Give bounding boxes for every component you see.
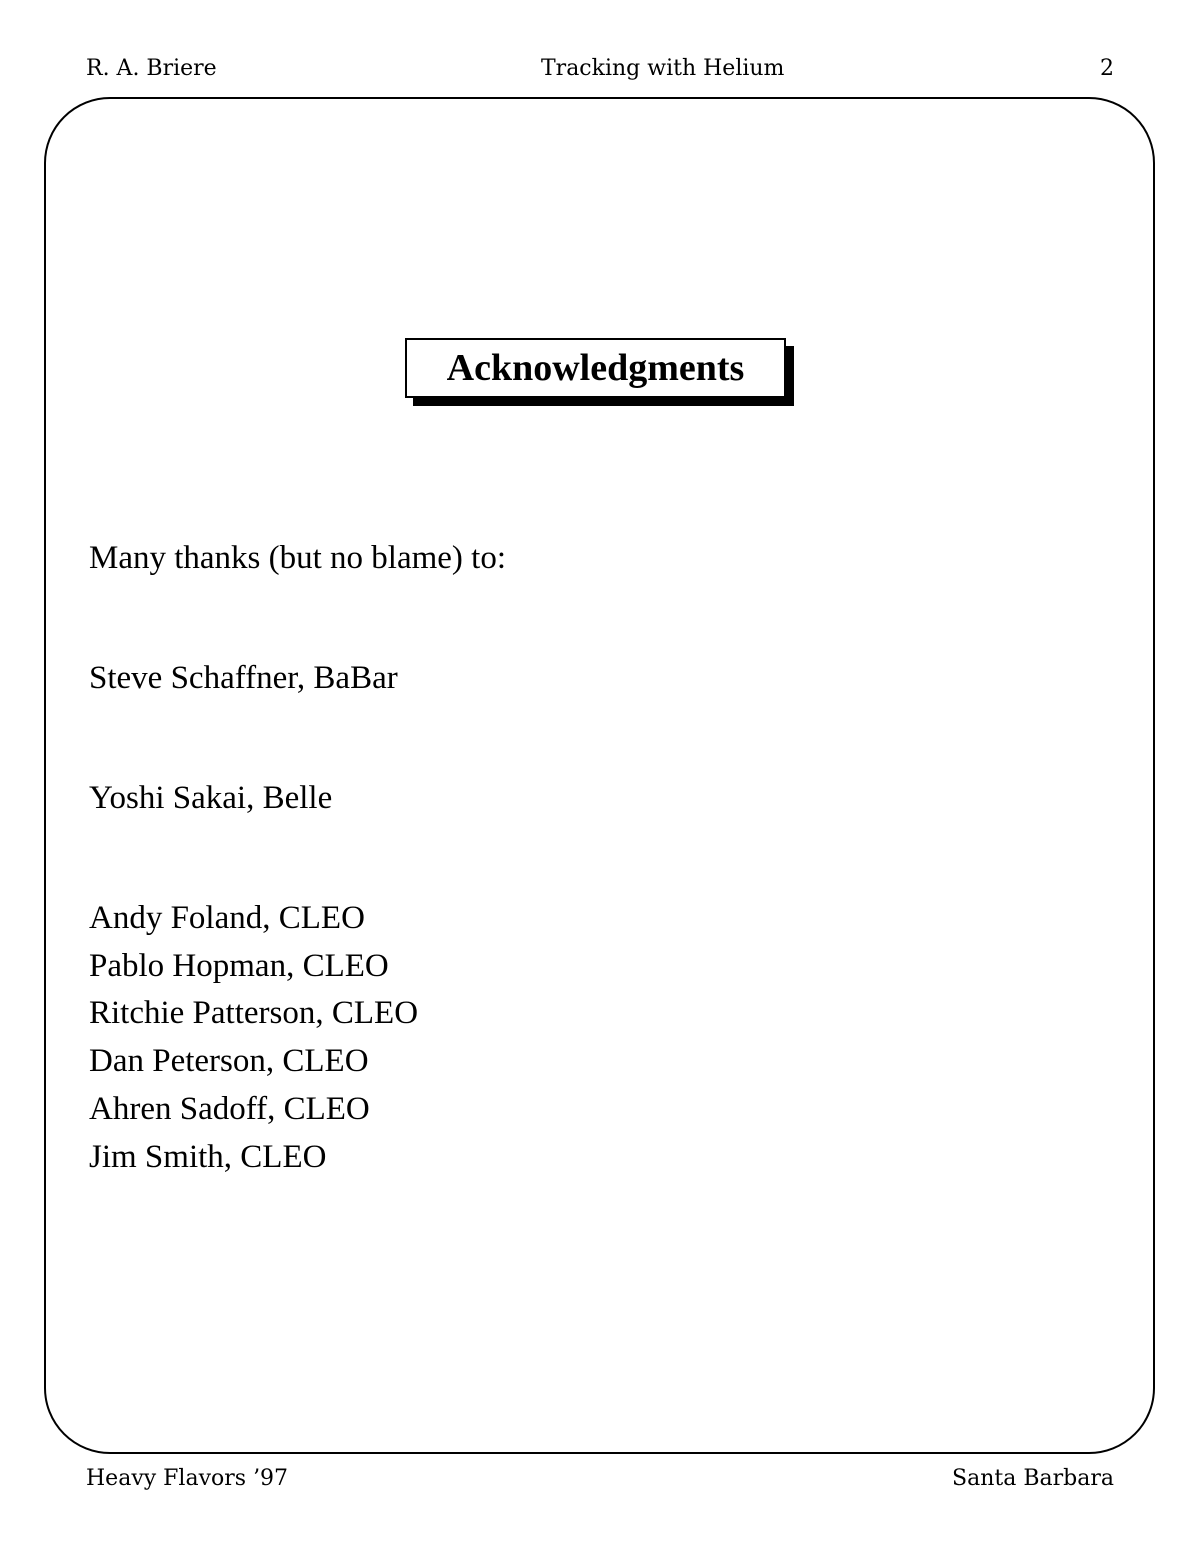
slide-heading: Acknowledgments (446, 347, 745, 389)
slide-frame (44, 97, 1155, 1454)
name-item: Dan Peterson, CLEO (89, 1043, 369, 1079)
page-number: 2 (1100, 56, 1114, 81)
slide-heading-box (405, 338, 786, 398)
name-item: Andy Foland, CLEO (89, 900, 365, 936)
name-item: Pablo Hopman, CLEO (89, 948, 389, 984)
name-item: Ahren Sadoff, CLEO (89, 1091, 370, 1127)
header-author: R. A. Briere (86, 56, 217, 81)
footer-location: Santa Barbara (952, 1466, 1114, 1491)
footer-conference: Heavy Flavors ’97 (86, 1466, 289, 1491)
name-item: Steve Schaffner, BaBar (89, 660, 398, 696)
intro-text: Many thanks (but no blame) to: (89, 540, 507, 576)
slide-heading-frame (405, 338, 786, 398)
header-title: Tracking with Helium (541, 56, 785, 81)
name-item: Jim Smith, CLEO (89, 1139, 327, 1175)
name-item: Ritchie Patterson, CLEO (89, 995, 419, 1031)
name-item: Yoshi Sakai, Belle (89, 780, 333, 816)
